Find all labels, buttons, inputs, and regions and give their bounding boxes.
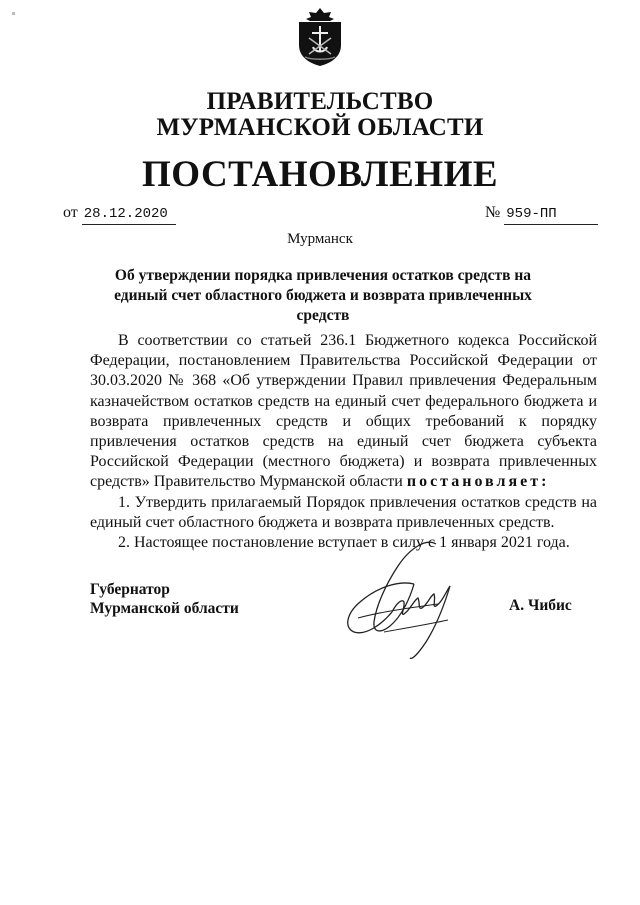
document-date: [63, 204, 176, 225]
position-line2: Мурманской области: [90, 600, 239, 617]
item-2: 2. Настоящее постановление вступает в силу с 1 января 2021 года.: [118, 534, 570, 552]
coat-of-arms-icon: [293, 7, 347, 67]
handwritten-signature-icon: [318, 536, 468, 666]
number-value: 959-ПП: [504, 205, 598, 225]
date-value: 28.12.2020: [82, 205, 176, 225]
document-type-title: ПОСТАНОВЛЕНИЕ: [141, 154, 499, 195]
signer-name: А. Чибис: [509, 597, 572, 614]
preamble-text: В соответствии со статьей 236.1 Бюджетного кодекса Российской Федерации, постановлением Правительства Российской Федерации от 30.03.2020 № 368 «Об утверждении Правил привлечения Федеральным казначейством остатков средств на единый счет федерального бюджета и возврата привлеченных средств и общих требований к порядку привлечения остатков средств на единый счет бюджета субъекта Российской Федерации (местного бюджета) и возврата привлеченных средств» Правительство Мурманской области: [90, 332, 597, 491]
position-line1: Губернатор: [90, 581, 170, 598]
preamble-paragraph: [90, 331, 597, 493]
document-subject: Об утверждении порядка привлечения остатков средств на единый счет областного бюджета и возврата привлеченных средств: [114, 267, 532, 324]
scan-speck: [12, 12, 15, 15]
document-number: [485, 204, 598, 225]
signer-position: [90, 580, 239, 618]
org-name-line2: МУРМАНСКОЙ ОБЛАСТИ: [156, 114, 484, 141]
document-body: [90, 331, 597, 553]
org-name-line1: ПРАВИТЕЛЬСТВО: [206, 88, 434, 115]
resolves-word: постановляет:: [406, 473, 550, 491]
date-prefix: от: [63, 204, 78, 221]
number-prefix: №: [485, 204, 501, 221]
item-1: 1. Утвердить прилагаемый Порядок привлечения остатков средств на единый счет областного бюджета и возврата привлеченных средств.: [90, 493, 597, 531]
city-name: Мурманск: [287, 231, 353, 247]
